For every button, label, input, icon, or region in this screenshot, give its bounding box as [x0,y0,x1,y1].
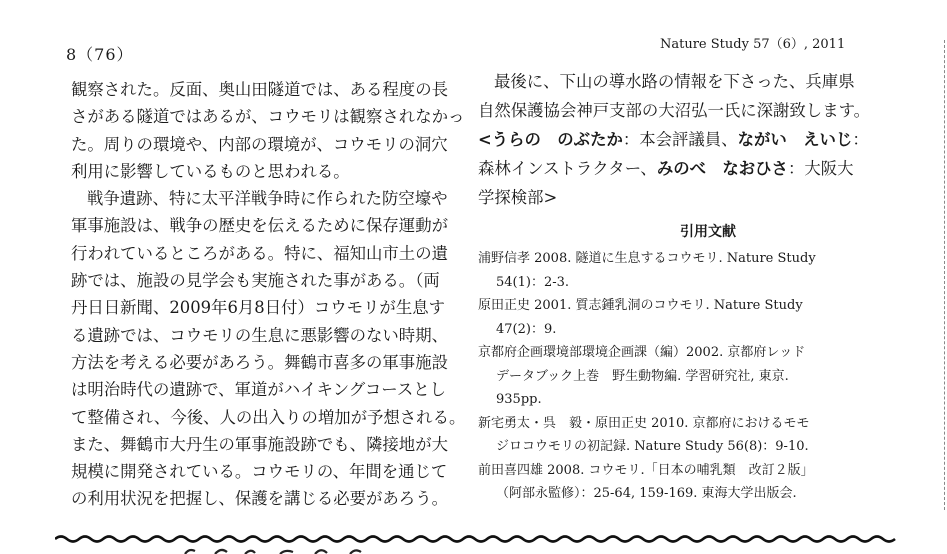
reference-line: 935pp. [496,392,542,407]
reference-line: （阿部永監修）：25-64, 159-169. 東海大学出版会. [496,486,797,501]
body-text-line: 跡では、施設の見学会も実施された事がある。（両 [71,271,440,291]
body-text-line: 行われているところがある。特に、福知山市土の遺 [71,243,448,263]
reference-line: 浦野信孝 2008. 隧道に生息するコウモリ. Nature Study [478,251,816,266]
reference-item [478,247,898,294]
reference-line: データブック上巻 野生動物編. 学習研究社, 東京. [496,368,789,384]
reference-item [478,341,898,412]
reference-line: 54(1)：2-3. [496,274,570,290]
acknowledgment-text: 学探検部> [478,188,558,207]
body-text-line: 戦争遺跡、特に太平洋戦争時に作られた防空壕や [87,189,448,209]
acknowledgment-line [478,154,898,183]
page-edge-border [944,40,945,510]
reference-line: 原田正史 2001. 質志鍾乳洞のコウモリ. Nature Study [478,298,803,313]
acknowledgment-line [478,96,898,125]
body-text-line: 軍事施設は、戦争の歴史を伝えるために保存運動が [71,216,448,236]
right-column [478,67,898,506]
acknowledgment-text: 最後に、下山の導水路の情報を下さった、兵庫県 [494,72,855,91]
author-name: <うらの のぶたか [478,130,623,149]
body-text-line: 観察された。反面、奥山田隧道では、ある程度の長 [71,80,448,99]
reference-item [478,412,898,459]
reference-line: ジロコウモリの初記録. Nature Study 56(8)：9-10. [496,439,809,454]
body-text-line: て整備され、今後、人の出入りの増加が予想される。 [71,407,466,427]
acknowledgment-text: 森林インストラクター、 [478,159,657,178]
page-number: 8（76） [66,45,134,64]
body-text-line: 利用に影響しているものと思われる。 [71,161,350,181]
journal-citation: Nature Study 57（6）, 2011 [660,37,846,52]
reference-line: 新宅勇太・呉 毅・原田正史 2010. 京都府におけるモモ [478,415,810,431]
acknowledgment-text: ： [852,130,869,149]
acknowledgment-text: 自然保護協会神戸支部の大沼弘一氏に深謝致します。 [478,101,871,120]
body-text-line: る遺跡では、コウモリの生息に悪影響のない時期、 [71,325,448,345]
reference-item [478,294,898,341]
acknowledgment-text: ：大阪大 [787,159,854,178]
acknowledgment-line [478,67,898,96]
reference-line: 前田喜四雄 2008. コウモリ.「日本の哺乳類 改訂２版」 [478,462,814,478]
acknowledgment-line [478,183,898,212]
body-text-line: は明治時代の遺跡で、軍道がハイキングコースとし [71,380,447,400]
body-text-left-column [71,76,466,513]
body-text-line: さがある隧道ではあるが、コウモリは観察されなかっ [71,107,465,127]
acknowledgment [478,67,898,212]
references [478,221,898,506]
author-name: ながい えいじ [737,130,853,149]
body-text-line: 規模に開発されている。コウモリの、年間を通じて [71,462,448,482]
body-text-line: た。周りの環境や、内部の環境が、コウモリの洞穴 [71,134,448,154]
body-text-line: の利用状況を把握し、保護を講じる必要があろう。 [71,489,448,509]
author-name: みのべ なおひさ [656,159,788,178]
reference-item [478,459,898,506]
references-heading: 引用文献 [680,224,736,240]
reference-list [478,247,898,506]
body-text-line: 方法を考える必要があろう。舞鶴市喜多の軍事施設 [71,352,448,372]
reference-line: 京都府企画環境部環境企画課（編）2002. 京都府レッド [478,345,806,360]
reference-line: 47(2)：9. [496,321,557,337]
acknowledgment-text: ：本会評議員、 [622,130,738,149]
decorative-wavy-border [55,517,905,554]
body-text-line: また、舞鶴市大丹生の軍事施設跡でも、隣接地が大 [71,434,448,454]
body-text-line: 丹日日新聞、2009年6月8日付）コウモリが生息す [71,298,445,318]
acknowledgment-line [478,125,898,154]
